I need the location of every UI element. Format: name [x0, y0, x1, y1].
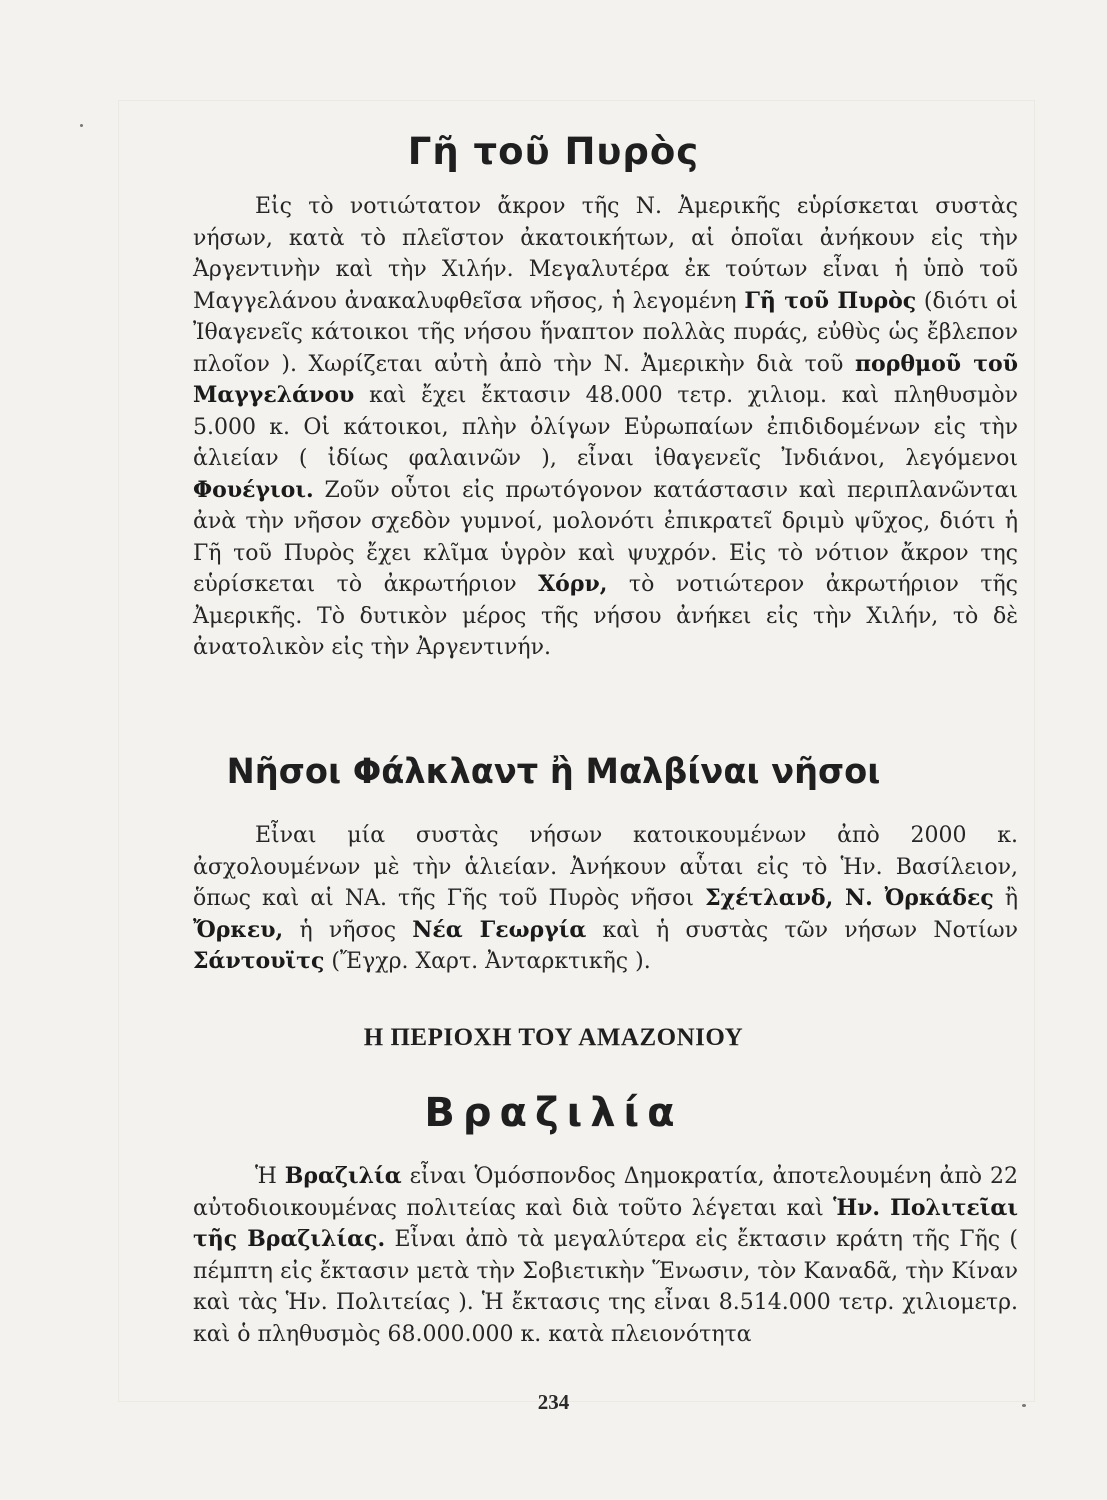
bold-term: Φουέγιοι.	[193, 476, 314, 503]
dust-speck	[1022, 1404, 1026, 1407]
heading-tierra-del-fuego: Γῆ τοῦ Πυρὸς	[407, 130, 700, 173]
text-segment: Ἡ	[255, 1164, 285, 1189]
bold-term: Ὄρκευ,	[193, 916, 284, 943]
paragraph-brazil	[193, 1161, 1018, 1350]
text-segment: ἢ	[993, 886, 1019, 911]
text-segment: ἡ νῆσος	[283, 917, 413, 943]
text-segment: καὶ ἡ συστὰς τῶν νήσων Νοτίων	[586, 917, 1018, 943]
page-number: 234	[537, 1390, 570, 1414]
bold-term: Νέα Γεωργία	[412, 916, 587, 943]
text-segment: τὸ νοτιώτερον ἀκρωτήριον τῆς Ἀμερικῆς. Τὸ δυτικὸν μέρος τῆς νήσου ἀνήκει εἰς τὴν Χιλήν, τὸ δὲ ἀνατολικὸν εἰς τὴν Ἀργεντινήν.	[193, 572, 1018, 660]
dust-speck	[80, 124, 83, 127]
text-segment: Ζοῦν οὗτοι εἰς πρωτόγονον κατάστασιν καὶ περιπλανῶνται ἀνὰ τὴν νῆσον σχεδὸν γυμνοί, μολονότι ἐπικρατεῖ δριμὺ ψῦχος, διότι ἡ Γῆ τοῦ Πυρὸς ἔχει κλῖμα ὑγρὸν καὶ ψυχρόν. Εἰς τὸ νότιον ἄκρον της εὑρίσκεται τὸ ἀκρωτήριον	[193, 477, 1018, 597]
bold-term: Σχέτλανδ, Ν. Ὀρκάδες	[705, 885, 994, 911]
text-segment: (διότι οἱ Ἰθαγενεῖς κάτοικοι τῆς νήσου ἥναπτον πολλὰς πυράς, εὐθὺς ὡς ἔβλεπον πλοῖον ). Χωρίζεται αὐτὴ ἀπὸ τὴν Ν. Ἀμερικὴν διὰ τοῦ	[193, 288, 1018, 377]
bold-term: πορθμοῦ τοῦ Μαγγελάνου	[193, 350, 1018, 408]
text-segment: καὶ ἔχει ἔκτασιν 48.000 τετρ. χιλιομ. καὶ πληθυσμὸν 5.000 κ. Οἱ κάτοικοι, πλὴν ὀλίγων Εὐρωπαίων ἐπιδιδομένων εἰς τὴν ἁλιείαν ( ἰδίως φαλαινῶν ), εἶναι ἰθαγενεῖς Ἰνδιάνοι, λεγόμενοι	[193, 383, 1018, 471]
heading-amazon-region: Η ΠΕΡΙΟΧΗ ΤΟΥ ΑΜΑΖΟΝΙΟΥ	[363, 1024, 744, 1051]
bold-term: Γῆ τοῦ Πυρὸς	[744, 287, 917, 314]
bold-term: Σάντουϊτς	[193, 948, 325, 974]
heading-falkland-islands: Νῆσοι Φάλκλαντ ἢ Μαλβίναι νῆσοι	[226, 752, 881, 792]
text-segment: Εἰς τὸ νοτιώτατον ἄκρον τῆς Ν. Ἀμερικῆς εὑρίσκεται συστὰς νήσων, κατὰ τὸ πλεῖστον ἀκατοικήτων, αἱ ὁποῖαι ἀνήκουν εἰς τὴν Ἀργεντινὴν καὶ τὴν Χιλήν. Μεγαλυτέρα ἐκ τούτων εἶναι ἡ ὑπὸ τοῦ Μαγγελάνου ἀνακαλυφθεῖσα νῆσος, ἡ λεγομένη	[193, 194, 1018, 314]
text-segment: εἶναι Ὁμόσπονδος Δημοκρατία, ἀποτελουμένη ἀπὸ 22 αὐτοδιοικουμένας πολιτείας καὶ διὰ τοῦτο λέγεται καὶ	[193, 1164, 1018, 1221]
text-segment: Εἶναι ἀπὸ τὰ μεγαλύτερα εἰς ἔκτασιν κράτη τῆς Γῆς ( πέμπτη εἰς ἔκτασιν μετὰ τὴν Σοβιετικὴν Ἕνωσιν, τὸν Καναδᾶ, τὴν Κίναν καὶ τὰς Ἡν. Πολιτείας ). Ἡ ἔκτασις της εἶναι 8.514.000 τετρ. χιλιομετρ. καὶ ὁ πληθυσμὸς 68.000.000 κ. κατὰ πλειονότητα	[193, 1227, 1018, 1347]
text-segment: Εἶναι μία συστὰς νήσων κατοικουμένων ἀπὸ 2000 κ. ἀσχολουμένων μὲ τὴν ἁλιείαν. Ἀνήκουν αὗται εἰς τὸ Ἡν. Βασίλειον, ὅπως καὶ αἱ ΝΑ. τῆς Γῆς τοῦ Πυρὸς νῆσοι	[193, 823, 1018, 911]
bold-term: Βραζιλία	[284, 1163, 402, 1189]
bold-term: Ἡν. Πολιτεῖαι τῆς Βραζιλίας.	[193, 1194, 1018, 1252]
paragraph-falkland-islands	[193, 820, 1018, 978]
bold-term: Χόρν,	[538, 571, 608, 597]
text-segment: (Ἔγχρ. Χαρτ. Ἀνταρκτικῆς ).	[324, 949, 651, 974]
paragraph-tierra-del-fuego	[193, 191, 1018, 664]
heading-brazil: Βραζιλία	[424, 1090, 683, 1136]
